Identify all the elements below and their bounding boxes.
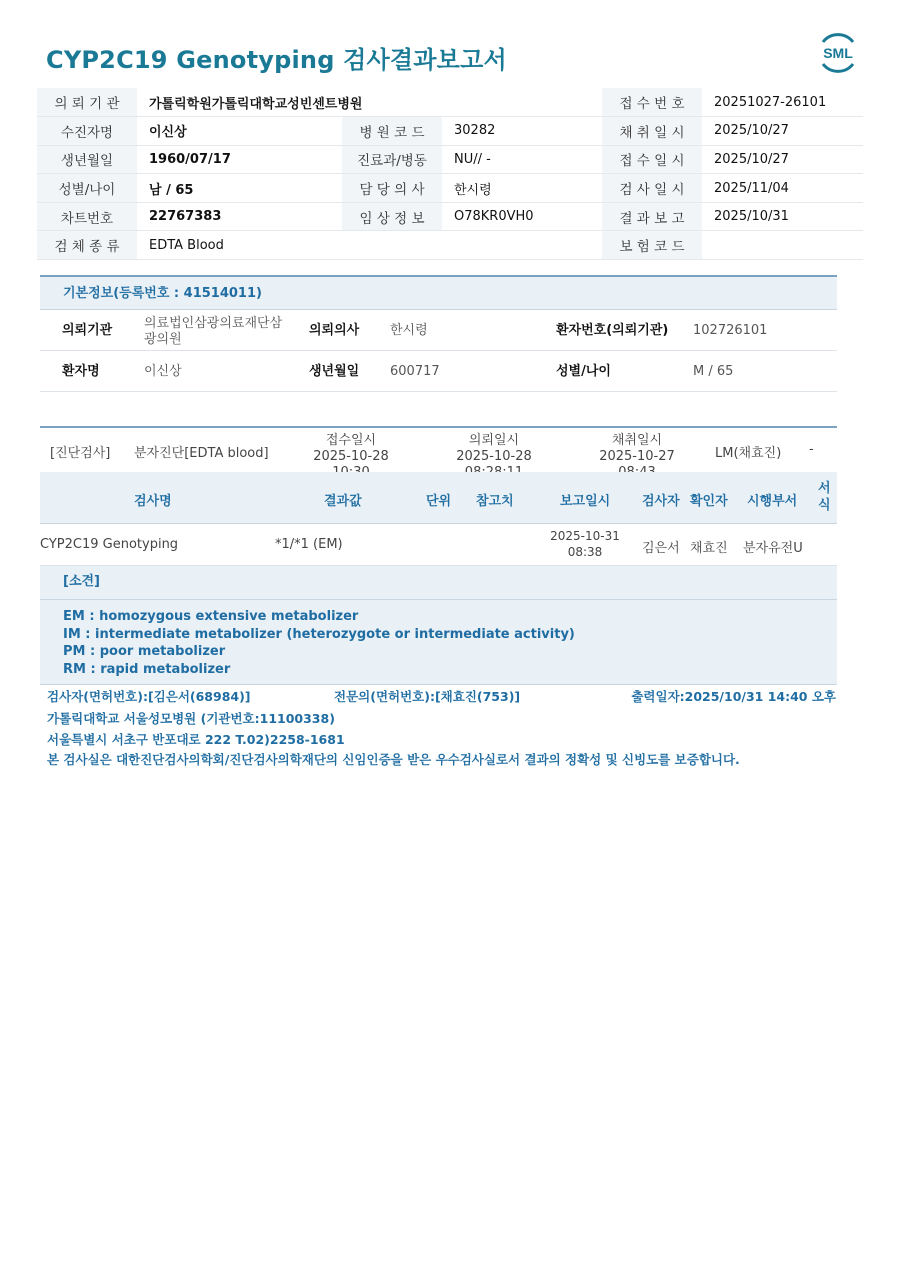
received-value: 2025-10-28 (313, 449, 389, 464)
birthdate-label: 생년월일 (309, 364, 360, 379)
institution-label: 의뢰기관 (62, 323, 113, 338)
hospital-code-value: 30282 (442, 117, 602, 146)
hospital-address: 서울특별시 서초구 반포대로 222 T.02)2258-1681 (47, 732, 345, 747)
basic-info-row (40, 351, 837, 392)
col-result: 결과값 (324, 494, 362, 509)
info-row (37, 145, 863, 174)
col-department: 시행부서 (747, 494, 798, 509)
patient-name-value: 이신상 (144, 364, 182, 379)
remarks-section (40, 566, 837, 685)
collection-date-value: 2025/10/27 (702, 117, 863, 146)
result-report-time: 08:38 (567, 545, 603, 559)
basic-info-header: 기본정보(등록번호 : 41514011) (40, 275, 837, 310)
patient-number-label: 환자번호(의뢰기관) (556, 323, 669, 338)
sex-age-label: 성별/나이 (556, 364, 611, 379)
info-label: 접 수 번 호 (602, 88, 702, 117)
specimen-type-value: EDTA Blood (137, 231, 602, 260)
info-label: 보 험 코 드 (602, 231, 702, 260)
basic-info-row (40, 310, 837, 351)
info-label: 의 뢰 기 관 (37, 88, 137, 117)
info-label: 병 원 코 드 (342, 117, 442, 146)
result-test-name: CYP2C19 Genotyping (40, 537, 179, 552)
info-row (37, 88, 863, 117)
specimen-label: 분자진단[EDTA blood] (134, 446, 269, 461)
col-reference: 참고치 (476, 494, 514, 509)
sml-logo-text: SML (823, 45, 853, 61)
test-date-value: 2025/11/04 (702, 174, 863, 203)
col-form-line: 식 (818, 498, 831, 513)
info-label: 임 상 정 보 (342, 202, 442, 231)
remark-line: RM : rapid metabolizer (63, 661, 231, 677)
patient-name-label: 환자명 (62, 364, 100, 379)
remark-line: IM : intermediate metabolizer (heterozygote or intermediate activity) (63, 626, 575, 642)
info-label: 접 수 일 시 (602, 145, 702, 174)
col-test-name: 검사명 (134, 494, 172, 509)
institution-value (144, 316, 282, 348)
info-label: 성별/나이 (37, 174, 137, 203)
referring-doctor-value: 한시령 (390, 323, 428, 338)
sex-age-value: 남 / 65 (137, 174, 342, 203)
info-label: 검 사 일 시 (602, 174, 702, 203)
col-confirmer: 확인자 (690, 494, 728, 509)
basic-info-section (40, 275, 837, 392)
info-label: 진료과/병동 (342, 145, 442, 174)
info-label: 검 체 종 류 (37, 231, 137, 260)
test-category: [진단검사] (50, 446, 111, 461)
hospital-info: 가톨릭대학교 서울성모병원 (기관번호:11100338) (47, 711, 335, 726)
sex-age-value: M / 65 (693, 364, 734, 379)
print-date: 출력일자:2025/10/31 14:40 오후 (631, 689, 836, 704)
patient-number-value: 102726101 (693, 323, 768, 338)
institution-value-line: 광의원 (144, 332, 182, 347)
collected-value: 2025-10-27 (599, 449, 675, 464)
info-label: 수진자명 (37, 117, 137, 146)
department-value: NU// - (442, 145, 602, 174)
tester-license: 검사자(면허번호):[김은서(68984)] (47, 689, 251, 704)
report-title: CYP2C19 Genotyping 검사결과보고서 (46, 46, 507, 74)
referring-doctor-label: 의뢰의사 (309, 323, 360, 338)
dash-text: - (809, 442, 814, 457)
doctor-value: 한시령 (442, 174, 602, 203)
remark-line: PM : poor metabolizer (63, 644, 226, 659)
received-label: 접수일시 (325, 433, 377, 448)
info-label: 담 당 의 사 (342, 174, 442, 203)
report-date-value: 2025/10/31 (702, 202, 863, 231)
certification-statement: 본 검사실은 대한진단검사의학회/진단검사의학재단의 신임인증을 받은 우수검사실로서 결과의 정확성 및 신빙도를 보증합니다. (47, 752, 740, 767)
insurance-code-value (702, 231, 863, 260)
received-date-value: 2025/10/27 (702, 145, 863, 174)
patient-name-value: 이신상 (137, 117, 342, 146)
requested-value: 2025-10-28 (456, 449, 532, 464)
info-label: 채 취 일 시 (602, 117, 702, 146)
remarks-lines (40, 600, 837, 678)
result-department: 분자유전U (743, 541, 803, 556)
result-row (40, 524, 837, 566)
diagnostic-section (40, 426, 837, 566)
clinical-info-value: O78KR0VH0 (442, 202, 602, 231)
result-table-header (40, 472, 837, 524)
remarks-header: [소견] (40, 566, 837, 600)
info-row (37, 231, 863, 260)
requested-label: 의뢰일시 (468, 433, 520, 448)
chart-number-value: 22767383 (137, 202, 342, 231)
col-form (818, 480, 831, 514)
info-row (37, 174, 863, 203)
lab-name: LM(채효진) (715, 446, 782, 461)
info-row (37, 117, 863, 146)
col-form-line: 서 (818, 481, 831, 496)
result-report-date: 2025-10-31 (550, 529, 620, 543)
col-report-date: 보고일시 (560, 494, 611, 509)
info-row (37, 202, 863, 231)
birthdate-value: 600717 (390, 364, 440, 379)
info-label: 차트번호 (37, 202, 137, 231)
result-confirmer: 채효진 (690, 541, 728, 556)
collected-label: 채취일시 (611, 433, 663, 448)
sml-logo (815, 30, 861, 76)
institution-value: 가톨릭학원가톨릭대학교성빈센트병원 (137, 88, 602, 117)
result-value: *1/*1 (EM) (275, 537, 343, 552)
info-label: 생년월일 (37, 145, 137, 174)
diagnostic-summary (40, 426, 837, 472)
receipt-number-value: 20251027-26101 (702, 88, 863, 117)
col-unit: 단위 (426, 494, 452, 509)
specialist-license: 전문의(면허번호):[채효진(753)] (334, 689, 521, 704)
remark-line: EM : homozygous extensive metabolizer (63, 609, 359, 624)
info-label: 결 과 보 고 (602, 202, 702, 231)
result-report-datetime (545, 528, 625, 560)
result-tester: 김은서 (642, 541, 680, 556)
birthdate-value: 1960/07/17 (137, 145, 342, 174)
institution-value-line: 의료법인삼광의료재단삼 (144, 316, 283, 331)
col-tester: 검사자 (642, 494, 680, 509)
patient-info-table (37, 88, 863, 260)
